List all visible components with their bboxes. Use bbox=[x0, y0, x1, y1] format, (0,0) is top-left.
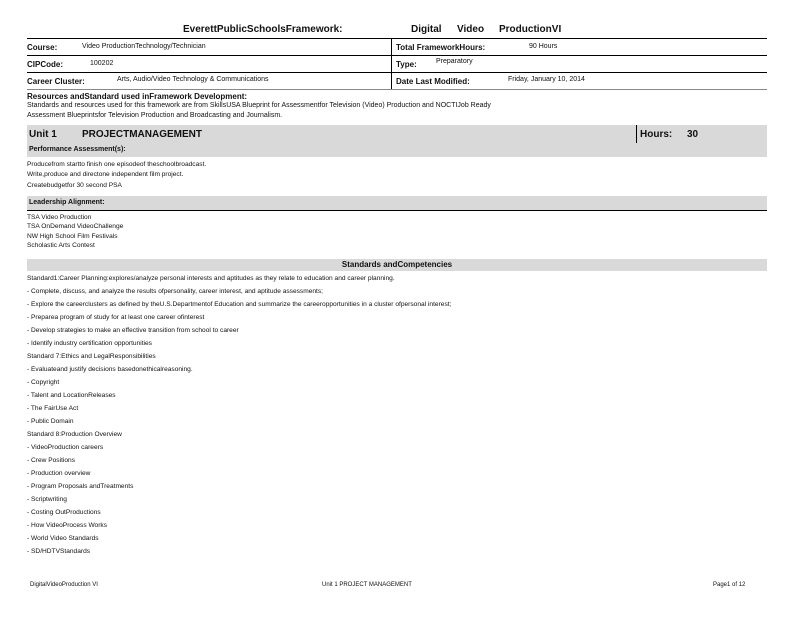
cip-value: 100202 bbox=[90, 60, 114, 67]
standards-item: - Complete, discuss, and analyze the results ofpersonality, career interest, and aptitude assessments; bbox=[27, 288, 324, 295]
info-column-divider bbox=[391, 39, 392, 55]
total-hours-label: Total FrameworkHours: bbox=[396, 43, 486, 52]
performance-heading: Performance Assessment(s): bbox=[29, 146, 126, 153]
unit-title: PROJECTMANAGEMENT bbox=[82, 129, 203, 140]
cip-label: CIPCode: bbox=[27, 60, 63, 69]
standards-item: - Preparea program of study for at least one career ofinterest bbox=[27, 314, 205, 321]
standards-item: - Crew Positions bbox=[27, 457, 76, 464]
resources-section bbox=[27, 90, 767, 125]
resources-line: Assessment Blueprintsfor Television Production and Broadcasting and Journalism. bbox=[27, 112, 283, 119]
program-word-production: ProductionVI bbox=[499, 24, 562, 35]
standards-item: - Program Proposals andTreatments bbox=[27, 483, 134, 490]
cluster-row bbox=[27, 73, 767, 89]
standards-item: - Evaluateand justify decisions basedonethicalreasoning. bbox=[27, 366, 193, 373]
page-footer bbox=[27, 582, 767, 592]
standards-list bbox=[27, 271, 767, 558]
leadership-item: TSA OnDemand VideoChallenge bbox=[27, 223, 124, 231]
leadership-item: TSA Video Production bbox=[27, 214, 92, 221]
unit-number: Unit 1 bbox=[29, 129, 57, 140]
standards-item: - Copyright bbox=[27, 379, 60, 386]
performance-item: Createbudgetfor 30 second PSA bbox=[27, 181, 122, 189]
leadership-heading: Leadership Alignment: bbox=[29, 199, 105, 206]
date-modified-label: Date Last Modified: bbox=[396, 77, 470, 86]
standards-item: - VideoProduction careers bbox=[27, 444, 104, 451]
standards-item: Standard 8:Production Overview bbox=[27, 431, 122, 438]
leadership-header bbox=[27, 196, 767, 210]
date-modified-value: Friday, January 10, 2014 bbox=[508, 76, 585, 83]
total-hours-value: 90 Hours bbox=[529, 43, 558, 50]
performance-item: Write,produce and directone independent film project. bbox=[27, 171, 184, 179]
leadership-item: NW High School Film Festivals bbox=[27, 232, 118, 240]
course-value: Video ProductionTechnology/Technician bbox=[82, 43, 206, 50]
program-word-digital: Digital bbox=[411, 24, 442, 35]
resources-heading: Resources andStandard used inFramework Development: bbox=[27, 92, 248, 101]
standards-item: - Public Domain bbox=[27, 418, 74, 425]
cip-row bbox=[27, 56, 767, 72]
performance-list bbox=[27, 157, 767, 196]
standards-item: Standard1:Career Planning:explores/analyze personal interests and aptitudes as they relate to education and career planning. bbox=[27, 275, 395, 282]
standards-item: - The FairUse Act bbox=[27, 405, 79, 412]
course-label: Course: bbox=[27, 43, 58, 52]
standards-item: - SD/HDTVStandards bbox=[27, 548, 91, 555]
type-value: Preparatory bbox=[436, 58, 473, 65]
performance-item: Producefrom startto finish one episodeof theschoolbroadcast. bbox=[27, 161, 207, 168]
standards-item: - Explore the careerclusters as defined by theU.S.Departmentof Education and summarize the careeropportunities in a cluster ofpersonal interest; bbox=[27, 301, 452, 308]
standards-item: - Develop strategies to make an effective transition from school to career bbox=[27, 327, 239, 334]
standards-item: - Talent and LocationReleases bbox=[27, 392, 116, 399]
standards-header bbox=[27, 259, 767, 271]
unit-hours-value: 30 bbox=[687, 129, 699, 140]
framework-title: EverettPublicSchoolsFramework: bbox=[183, 24, 343, 35]
performance-header bbox=[27, 143, 767, 157]
course-row bbox=[27, 39, 767, 55]
footer-page-number: Page1 of 12 bbox=[713, 582, 746, 588]
standards-item: Standard 7:Ethics and LegalResponsibilities bbox=[27, 353, 156, 360]
standards-heading: Standards andCompetencies bbox=[341, 260, 453, 269]
unit-hours-divider bbox=[636, 125, 637, 143]
document-page bbox=[27, 18, 767, 558]
standards-item: - World Video Standards bbox=[27, 535, 99, 542]
career-cluster-label: Career Cluster: bbox=[27, 77, 85, 86]
standards-item: - Costing OutProductions bbox=[27, 509, 101, 516]
program-word-video: Video bbox=[457, 24, 485, 35]
unit-hours-label: Hours: bbox=[640, 129, 673, 140]
standards-item: - Production overview bbox=[27, 470, 91, 477]
resources-line: Standards and resources used for this framework are from SkillsUSA Blueprint for Assessmentfor Television (Video) Production and NOCTIJob Ready bbox=[27, 102, 491, 109]
standards-item: - Identify industry certification opportunities bbox=[27, 340, 152, 347]
type-label: Type: bbox=[396, 60, 417, 69]
career-cluster-value: Arts, Audio/Video Technology & Communications bbox=[117, 76, 269, 83]
title-row bbox=[27, 18, 767, 38]
leadership-list bbox=[27, 211, 767, 259]
leadership-item: Scholastic Arts Contest bbox=[27, 242, 95, 250]
footer-course: DigitalVideoProduction VI bbox=[30, 582, 98, 588]
unit-header-bar bbox=[27, 125, 767, 143]
standards-item: - How VideoProcess Works bbox=[27, 522, 108, 529]
footer-unit: Unit 1 PROJECT MANAGEMENT bbox=[322, 582, 412, 588]
standards-item: - Scriptwriting bbox=[27, 496, 67, 503]
